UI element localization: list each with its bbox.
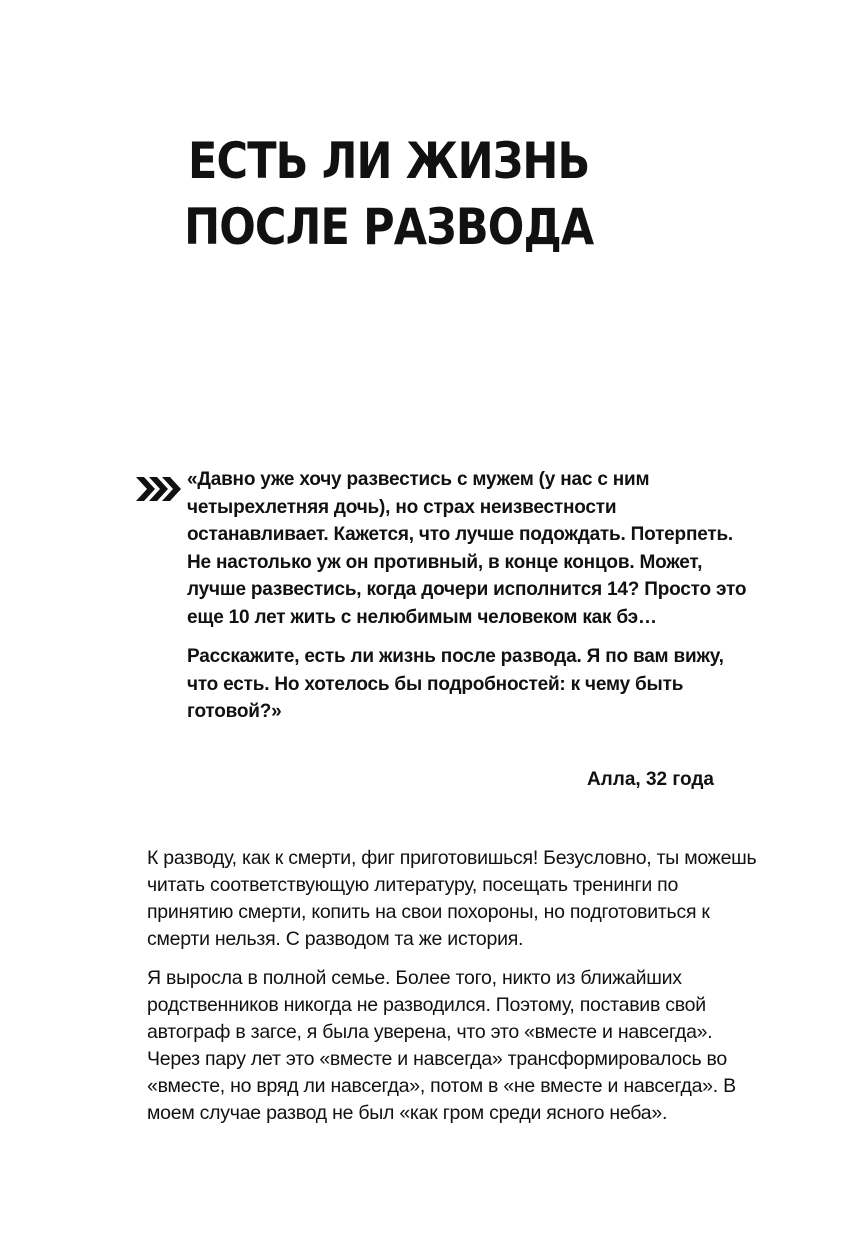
chapter-title-line-1: ЕСТЬ ЛИ ЖИЗНЬ bbox=[187, 132, 590, 190]
triple-chevron-right-icon bbox=[136, 476, 182, 502]
quote-author: Алла, 32 года bbox=[586, 769, 714, 790]
quote-text bbox=[187, 466, 747, 738]
chapter-title-line-2: ПОСЛЕ РАЗВОДА bbox=[184, 198, 594, 256]
body-paragraph-1: К разводу, как к смерти, фиг приготовишься! Безусловно, ты можешь читать соответствующую литературу, посещать тренинги по принятию смерти, копить на свои похороны, но подготовиться к смерти нельзя. С разводом та же история. bbox=[147, 847, 757, 950]
quote-paragraph-2: Расскажите, есть ли жизнь после развода. Я по вам вижу, что есть. Но хотелось бы подробностей: к чему быть готовой?» bbox=[187, 646, 724, 722]
quote-paragraph-1: «Давно уже хочу развестись с мужем (у нас с ним четырехлетняя дочь), но страх неизвестности останавливает. Кажется, что лучше подождать. Потерпеть. Не настолько уж он противный, в конце концов. Может, лучше развестись, когда дочери исполнится 14? Просто это еще 10 лет жить с нелюбимым человеком как бэ… bbox=[187, 469, 747, 628]
body-text bbox=[147, 845, 767, 1139]
body-paragraph-2: Я выросла в полной семье. Более того, никто из ближайших родственников никогда не разводился. Поэтому, поставив свой автограф в загсе, я была уверена, что это «вместе и навсегда». Через пару лет это «вместе и навсегда» трансформировалось во «вместе, но вряд ли навсегда», потом в «не вместе и навсегда». В моем случае развод не был «как гром среди ясного неба». bbox=[147, 967, 736, 1124]
chapter-title bbox=[0, 128, 777, 260]
